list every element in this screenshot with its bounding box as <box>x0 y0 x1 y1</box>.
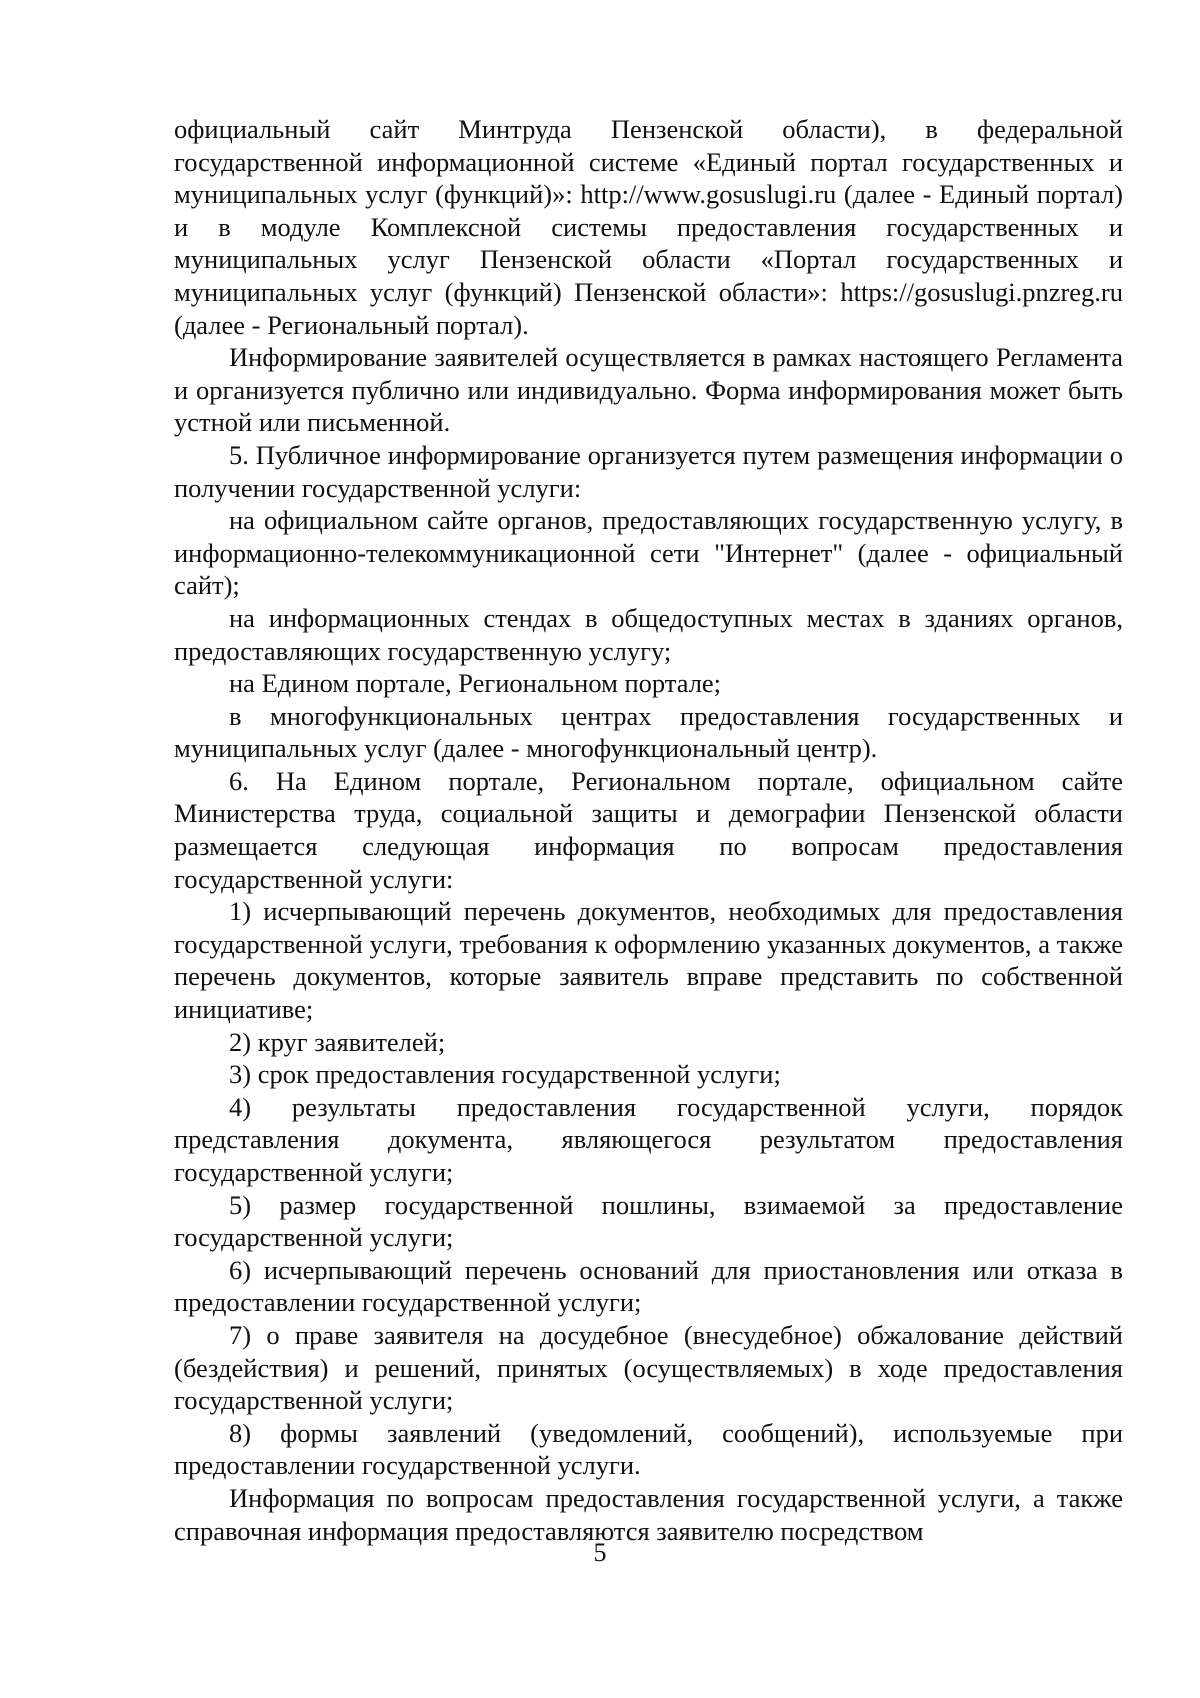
list-item: 8) формы заявлений (уведомлений, сообщений), используемые при предоставлении государственной услуги. <box>174 1417 1123 1481</box>
list-item: 2) круг заявителей; <box>229 1026 446 1057</box>
paragraph: Информация по вопросам предоставления государственной услуги, а также справочная информация предоставляются заявителю посредством <box>174 1482 1123 1546</box>
paragraph: на информационных стендах в общедоступных местах в зданиях органов, предоставляющих государственную услугу; <box>174 602 1123 666</box>
list-item: 6) исчерпывающий перечень оснований для приостановления или отказа в предоставлении государственной услуги; <box>174 1254 1123 1318</box>
list-item: 1) исчерпывающий перечень документов, необходимых для предоставления государственной услуги, требования к оформлению указанных документов, а также перечень документов, которые заявитель вправе представить по собственной инициативе; <box>174 896 1123 1025</box>
list-item: 3) срок предоставления государственной услуги; <box>229 1059 781 1090</box>
paragraph: в многофункциональных центрах предоставления государственных и муниципальных услуг (далее - многофункциональный центр). <box>174 700 1123 764</box>
list-item: 7) о праве заявителя на досудебное (внесудебное) обжалование действий (бездействия) и решений, принятых (осуществляемых) в ходе предоставления государственной услуги; <box>174 1319 1123 1416</box>
list-item: 4) результаты предоставления государственной услуги, порядок представления документа, являющегося результатом предоставления государственной услуги; <box>174 1091 1123 1187</box>
paragraph: на официальном сайте органов, предоставляющих государственную услугу, в информационно-телекоммуникационной сети "Интернет" (далее - официальный сайт); <box>174 505 1123 601</box>
document-body <box>174 113 1123 1547</box>
paragraph: 5. Публичное информирование организуется путем размещения информации о получении государственной услуги: <box>174 439 1123 503</box>
paragraph: 6. На Едином портале, Региональном портале, официальном сайте Министерства труда, социальной защиты и демографии Пензенской области размещается следующая информация по вопросам предоставления государственной услуги: <box>174 765 1123 894</box>
page-number: 5 <box>593 1538 607 1567</box>
paragraph: на Едином портале, Региональном портале; <box>229 668 722 699</box>
paragraph: официальный сайт Минтруда Пензенской области), в федеральной государственной информационной системе «Единый портал государственных и муниципальных услуг (функций)»: http://www.gosuslugi.ru (далее - Единый портал) и в модуле Комплексной системы предоставления государственных и муниципальных услуг Пензенской области «Портал государственных и муниципальных услуг (функций) Пензенской области»: https://gosuslugi.pnzreg.ru (далее - Региональный портал). <box>174 114 1123 340</box>
list-item: 5) размер государственной пошлины, взимаемой за предоставление государственной услуги; <box>174 1189 1123 1253</box>
paragraph: Информирование заявителей осуществляется в рамках настоящего Регламента и организуется публично или индивидуально. Форма информирования может быть устной или письменной. <box>174 342 1123 438</box>
